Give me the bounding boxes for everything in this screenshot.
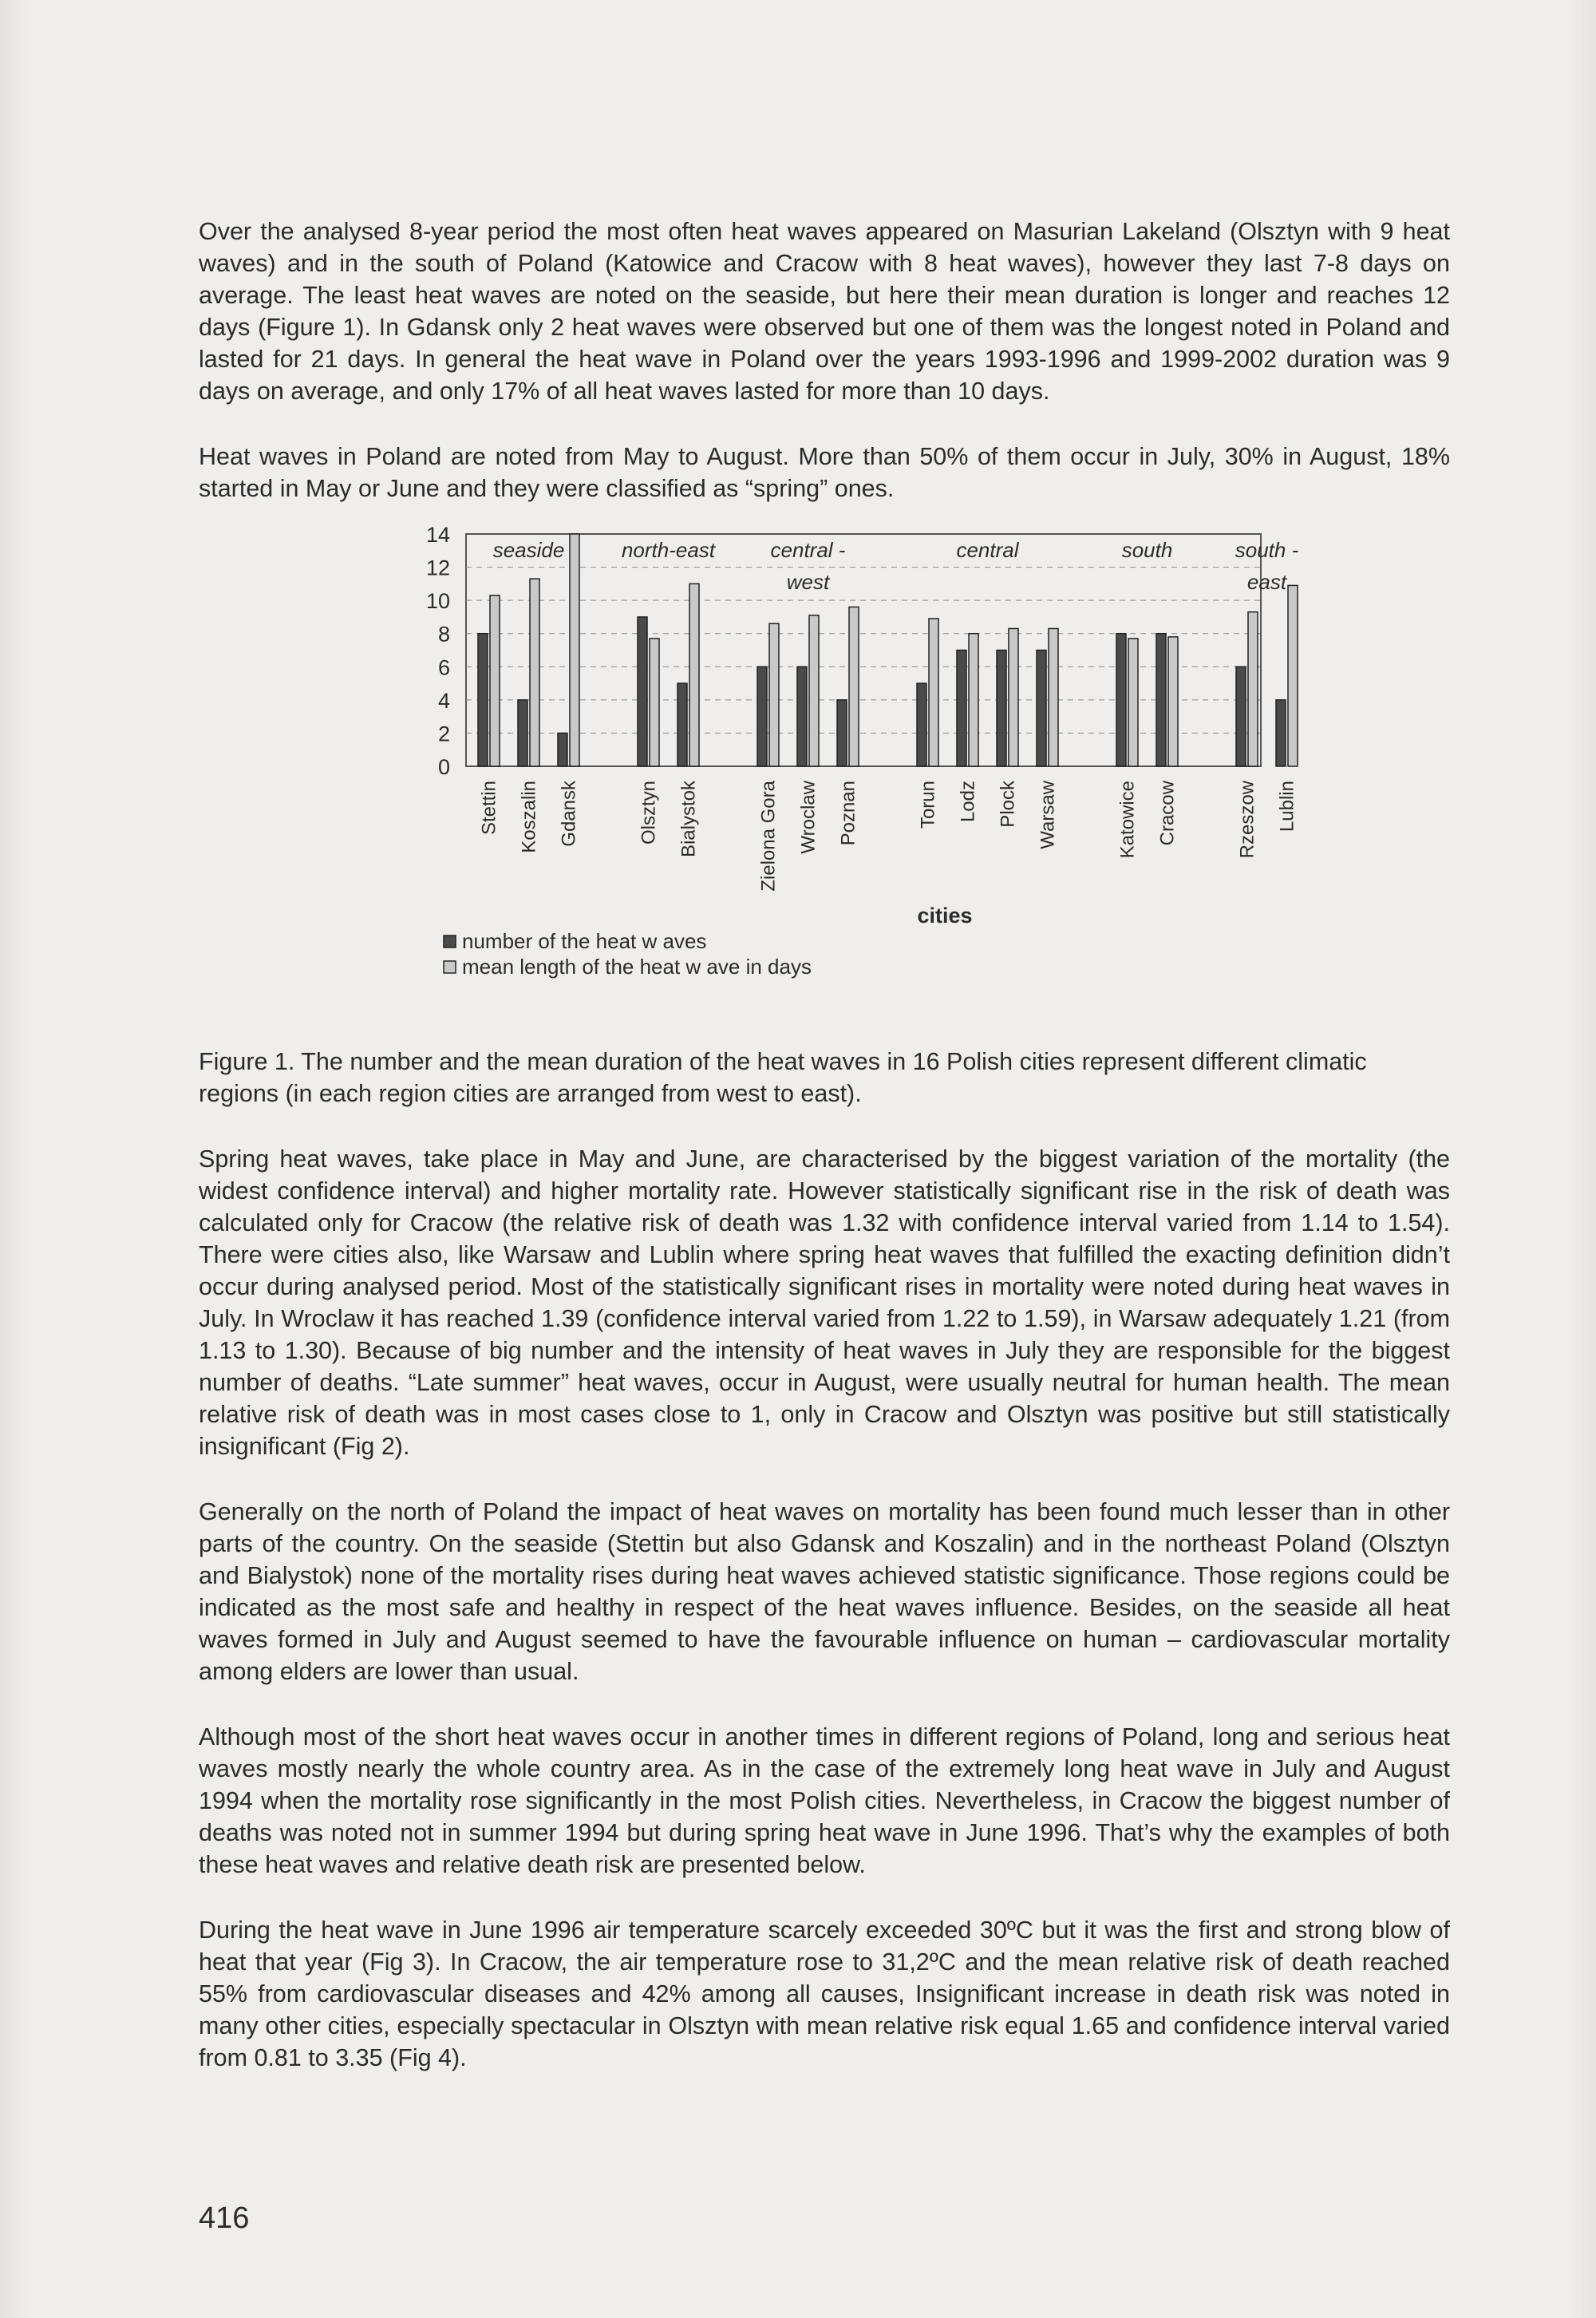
region-label: east [1246,570,1287,594]
figure-caption: Figure 1. The number and the mean duration of the heat waves in 16 Polish cities represent different climatic regions (in each region cities are arranged from west to east). [199,1048,1367,1107]
x-tick-label: Torun [917,781,939,829]
plot-frame [466,534,1261,766]
region-label: central [956,538,1019,562]
bar-number-of-heat-waves [1276,700,1286,766]
bar-mean-length [809,615,819,766]
y-tick-label: 12 [425,556,450,580]
bar-mean-length [769,623,779,766]
page-content [199,216,1450,2107]
paragraph-3: Spring heat waves, take place in May and June, are characterised by the biggest variation of the mortality (the widest confidence interval) and higher mortality rate. However statistically significant rise in the risk of death was calculated only for Cracow (the relative risk of death was 1.32 with confidence interval varied from 1.14 to 1.54). There were cities also, like Warsaw and Lublin where spring heat waves that fulfilled the exacting definition didn’t occur during analysed period. Most of the statistically significant rises in mortality were noted during heat waves in July. In Wroclaw it has reached 1.39 (confidence interval varied from 1.22 to 1.59), in Warsaw adequately 1.21 (from 1.13 to 1.30). Because of big number and the intensity of heat waves in July they are responsible for the biggest number of deaths. “Late summer” heat waves, occur in August, were usually neutral for human health. The mean relative risk of death was in most cases close to 1, only in Cracow and Olsztyn was positive but still statistically insignificant (Fig 2). [199,1145,1450,1460]
x-tick-label: Cracow [1156,781,1179,846]
region-label: south - [1235,538,1299,562]
bar-number-of-heat-waves [957,651,966,767]
legend-swatch-number [444,936,456,947]
bar-number-of-heat-waves [678,683,687,766]
y-tick-label: 8 [437,622,450,647]
figure-1 [199,525,1450,1036]
x-tick-label: Lodz [957,781,979,823]
x-tick-label: Koszalin [518,781,540,853]
bar-number-of-heat-waves [1116,634,1126,766]
y-tick-label: 0 [437,755,450,779]
bar-mean-length [570,534,579,766]
bar-mean-length [1248,612,1258,766]
region-label: central - [770,538,846,562]
bar-number-of-heat-waves [1156,634,1166,766]
bar-number-of-heat-waves [1037,651,1046,767]
bar-mean-length [1288,585,1298,766]
x-tick-label: Olsztyn [638,781,660,845]
bar-number-of-heat-waves [997,651,1006,767]
bar-mean-length [1049,628,1058,766]
bar-number-of-heat-waves [837,700,847,766]
y-tick-label: 2 [437,722,450,746]
bar-mean-length [689,583,699,766]
x-tick-label: Warsaw [1037,781,1059,849]
bar-mean-length [969,634,978,766]
paragraph-5: Although most of the short heat waves occur in another times in different regions of Poland, long and serious heat waves mostly nearly the whole country area. As in the case of the extremely long heat wave in July and August 1994 when the mortality rose significantly in the most Polish cities. Nevertheless, in Cracow the biggest number of deaths was noted not in summer 1994 but during spring heat wave in June 1996. That’s why the examples of both these heat waves and relative death risk are presented below. [199,1723,1450,1878]
bar-mean-length [1009,628,1018,766]
bar-number-of-heat-waves [518,700,527,766]
paragraph-4: Generally on the north of Poland the impact of heat waves on mortality has been found much lesser than in other parts of the country. On the seaside (Stettin but also Gdansk and Koszalin) and in the northeast Poland (Olsztyn and Bialystok) none of the mortality rises during heat waves achieved statistic significance. Those regions could be indicated as the most safe and healthy in respect of the heat waves influence. Besides, on the seaside all heat waves formed in July and August seemed to have the favourable influence on human – cardiovascular mortality among elders are lower than usual. [199,1498,1450,1685]
x-tick-label: Wroclaw [797,781,820,854]
x-tick-label: Rzeszow [1236,781,1258,859]
legend-label-number: number of the heat w aves [462,929,707,953]
bar-mean-length [929,619,938,766]
x-tick-label: Lublin [1276,781,1298,833]
x-tick-label: Katowice [1116,781,1139,859]
legend-swatch-mean-length [444,961,456,973]
x-tick-label: Poznan [837,781,859,846]
x-tick-label: Plock [997,781,1019,828]
region-label: north-east [621,538,716,562]
paragraph-2: Heat waves in Poland are noted from May to August. More than 50% of them occur in July, 30% in August, 18% started in May or June and they were classified as “spring” ones. [199,443,1450,502]
page-number: 416 [199,2201,250,2235]
bar-mean-length [1168,637,1178,766]
y-tick-label: 4 [437,688,450,713]
heat-wave-chart [199,525,1450,1036]
region-label: seaside [492,538,565,562]
bar-number-of-heat-waves [558,733,567,766]
bar-number-of-heat-waves [478,634,488,766]
bar-mean-length [849,607,859,766]
bar-number-of-heat-waves [757,667,767,766]
region-label: west [786,570,830,594]
bar-number-of-heat-waves [917,683,926,766]
x-tick-label: Gdansk [558,781,580,847]
legend-label-mean-length: mean length of the heat w ave in days [462,955,812,979]
paragraph-6: During the heat wave in June 1996 air temperature scarcely exceeded 30ºC but it was the first and strong blow of heat that year (Fig 3). In Cracow, the air temperature rose to 31,2ºC and the mean relative risk of death reached 55% from cardiovascular diseases and 42% among all causes, Insignificant increase in death risk was noted in many other cities, especially spectacular in Olsztyn with mean relative risk equal 1.65 and confidence interval varied from 0.81 to 3.35 (Fig 4). [199,1917,1450,2071]
bar-mean-length [530,579,539,766]
x-tick-label: Bialystok [678,781,700,858]
bar-mean-length [650,639,659,766]
x-tick-label: Zielona Gora [757,781,780,892]
y-tick-label: 6 [437,655,450,680]
x-tick-label: Stettin [478,781,500,836]
y-tick-label: 10 [425,589,450,614]
region-label: south [1121,538,1173,562]
bar-mean-length [1128,639,1138,766]
bar-number-of-heat-waves [638,617,647,766]
bar-number-of-heat-waves [797,667,807,766]
bar-mean-length [490,595,500,766]
bar-number-of-heat-waves [1236,667,1246,766]
x-axis-title: cities [917,904,973,928]
y-tick-label: 14 [425,525,450,547]
paragraph-1: Over the analysed 8-year period the most often heat waves appeared on Masurian Lakeland (Olsztyn with 9 heat waves) and in the south of Poland (Katowice and Cracow with 8 heat waves), however they last 7-8 days on average. The least heat waves are noted on the seaside, but here their mean duration is longer and reaches 12 days (Figure 1). In Gdansk only 2 heat waves were observed but one of them was the longest noted in Poland and lasted for 21 days. In general the heat wave in Poland over the years 1993-1996 and 1999-2002 duration was 9 days on average, and only 17% of all heat waves lasted for more than 10 days. [199,218,1450,405]
